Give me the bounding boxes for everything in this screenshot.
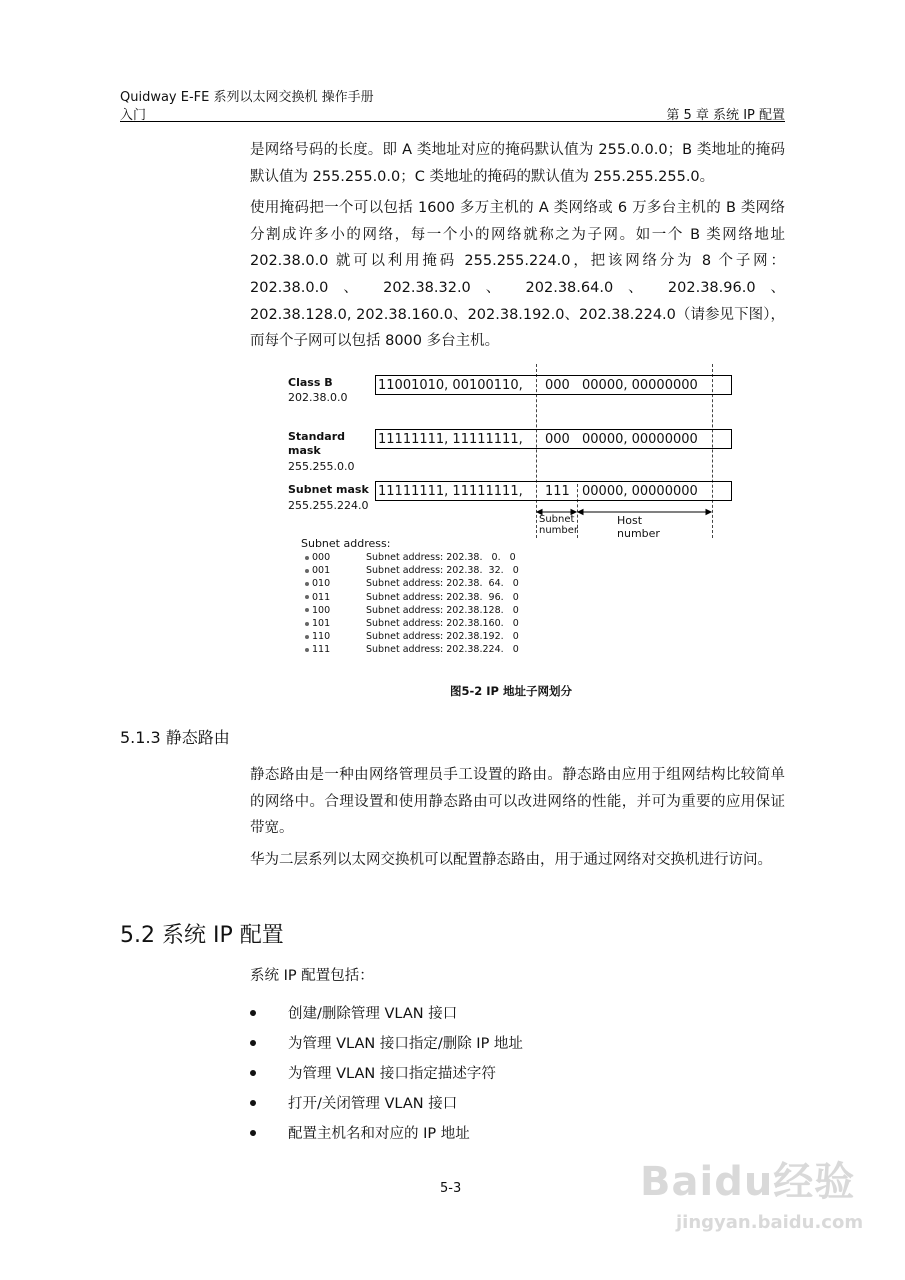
subnet-mask-bits-subnet: 111 [545, 484, 570, 499]
bullet-dot [250, 1130, 256, 1136]
subnet-address-text: Subnet address: 202.38. 0. 0 [366, 552, 516, 563]
bullet-dot [305, 608, 309, 612]
bullet-dot [250, 1070, 256, 1076]
subnet-row [305, 618, 545, 629]
subnet-row [305, 578, 545, 589]
subnet-row [305, 552, 545, 563]
subnet-bits: 100 [312, 604, 331, 616]
chapter-label: 第 5 章 系统 IP 配置 [666, 108, 785, 123]
class-b-value: 202.38.0.0 [288, 391, 348, 404]
subnet-bits: 111 [312, 644, 331, 656]
subnet-bits: 101 [312, 618, 331, 629]
class-b-label: Class B [288, 376, 333, 389]
subnet-address-text: Subnet address: 202.38. 96. 0 [366, 591, 519, 603]
subnet-mask-value: 255.255.224.0 [288, 499, 369, 512]
intro-paragraph-2: 使用掩码把一个可以包括 1600 多万主机的 A 类网络或 6 万多台主机的 B 类网络分割成许多小的网络，每一个小的网络就称之为子网。如一个 B 类网络地址 202.38.0.0 就可以利用掩码 255.255.224.0，把该网络分为 8 个子网：202.38.0.0 、 202.38.32.0 、 202.38.64.0 、 202.38.96.0 、 202.38.128.0, 202.38.160.0、202.38.192.0、202.38.224.0（请参见下图），而每个子网可以包括 8000 多台主机。 [250, 200, 785, 350]
subnet-address-text: Subnet address: 202.38.192. 0 [366, 631, 519, 643]
header-rule [120, 121, 785, 122]
baidu-watermark-url: jingyan.baidu.com [676, 1212, 864, 1233]
subnet-address-text: Subnet address: 202.38.160. 0 [366, 618, 519, 629]
subnet-mask-bits-network: 11111111, 11111111, [378, 484, 523, 499]
static-route-paragraph-1: 静态路由是一种由网络管理员手工设置的路由。静态路由应用于组网结构比较简单的网络中。合理设置和使用静态路由可以改进网络的性能，并可为重要的应用保证带宽。 [250, 767, 785, 837]
static-route-paragraph-2: 华为二层系列以太网交换机可以配置静态路由，用于通过网络对交换机进行访问。 [250, 851, 772, 868]
bullet-dot [250, 1040, 256, 1046]
subnet-bits: 001 [312, 565, 331, 577]
bullet-dot [305, 556, 309, 560]
standard-mask-bits-subnet: 000 [545, 432, 570, 447]
system-ip-intro: 系统 IP 配置包括： [250, 968, 374, 984]
bullet-dot [250, 1010, 256, 1016]
bullet-dot [305, 622, 309, 626]
class-b-bits-box [375, 375, 732, 395]
subnet-row [305, 565, 545, 576]
subnet-address-text: Subnet address: 202.38.224. 0 [366, 644, 519, 656]
standard-mask-bits-host: 00000, 00000000 [582, 432, 698, 447]
page-number: 5-3 [440, 1181, 462, 1196]
subnet-mask-bits-box [375, 481, 732, 501]
intro-paragraph-1: 是网络号码的长度。即 A 类地址对应的掩码默认值为 255.0.0.0；B 类地址的掩码默认值为 255.255.0.0；C 类地址的掩码的默认值为 255.255.255.0。 [250, 142, 785, 185]
subnet-address-text: Subnet address: 202.38. 32. 0 [366, 565, 519, 577]
bullet-dot [305, 569, 309, 573]
class-b-bits-network: 11001010, 00100110, [378, 378, 523, 393]
subnet-bits: 010 [312, 578, 331, 590]
subnet-address-title: Subnet address: [301, 537, 391, 550]
standard-mask-value: 255.255.0.0 [288, 460, 355, 473]
subnet-row [305, 592, 545, 603]
standard-mask-label: Standard mask [288, 430, 346, 457]
standard-mask-bits-network: 11111111, 11111111, [378, 432, 523, 447]
subnet-mask-label: Subnet mask [288, 483, 369, 496]
bullet-dot [250, 1100, 256, 1106]
subnet-address-text: Subnet address: 202.38.128. 0 [366, 604, 519, 616]
class-b-bits-host: 00000, 00000000 [582, 378, 698, 393]
bullet-dot [305, 595, 309, 599]
doc-title: Quidway E-FE 系列以太网交换机 操作手册 [120, 90, 374, 105]
section-heading-5-2: 5.2 系统 IP 配置 [120, 923, 284, 948]
section-heading-5-1-3: 5.1.3 静态路由 [120, 728, 230, 747]
section-label: 入门 [120, 108, 147, 123]
subnet-address-text: Subnet address: 202.38. 64. 0 [366, 578, 519, 590]
subnet-row [305, 605, 545, 616]
baidu-watermark-logo: Baidu经验 [640, 1159, 856, 1205]
standard-mask-bits-box [375, 429, 732, 449]
subnet-bits: 011 [312, 591, 331, 603]
static-route-text [250, 762, 785, 873]
intro-text [250, 137, 785, 355]
bullet-dot [305, 635, 309, 639]
subnet-row [305, 644, 545, 655]
bullet-dot [305, 648, 309, 652]
subnet-row [305, 631, 545, 642]
subnet-bits: 000 [312, 552, 331, 563]
bullet-dot [305, 582, 309, 586]
figure-caption: 图5-2 IP 地址子网划分 [450, 684, 572, 698]
subnet-mask-bits-host: 00000, 00000000 [582, 484, 698, 499]
class-b-bits-subnet: 000 [545, 378, 570, 393]
host-number-label: Host number [617, 514, 660, 540]
subnet-bits: 110 [312, 631, 331, 643]
subnet-number-label: Subnet number [539, 514, 579, 536]
